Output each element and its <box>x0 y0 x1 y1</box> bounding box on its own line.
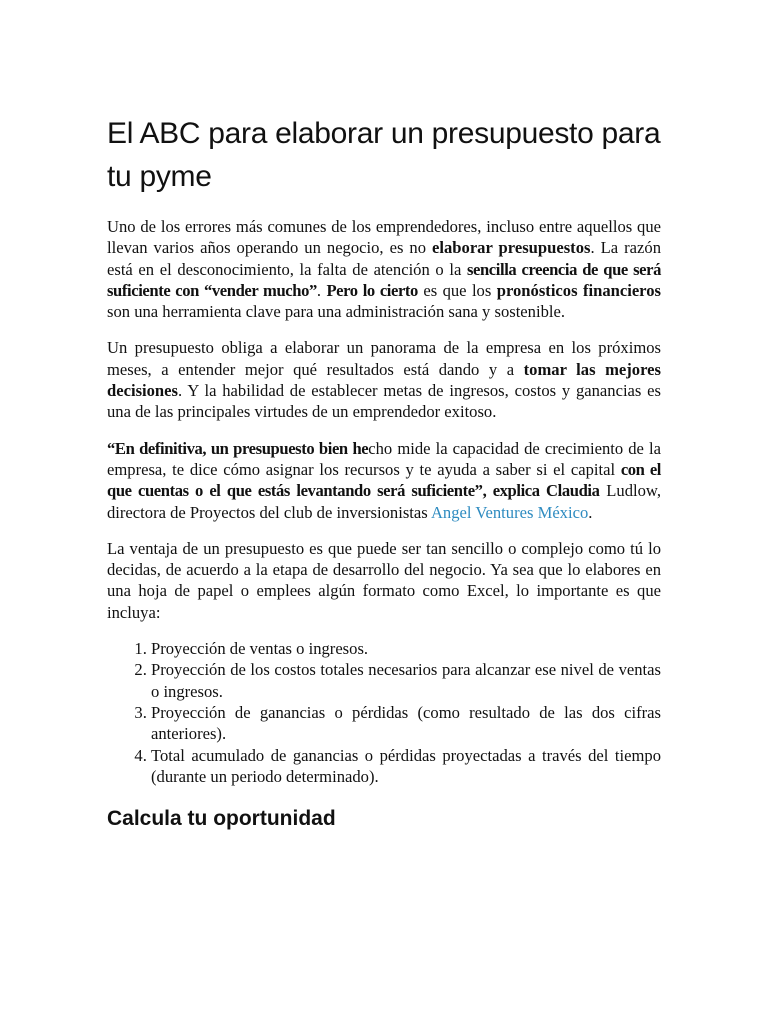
p2-bold-decisiones: tomar las mejores decisiones <box>107 359 661 401</box>
p1-text-1: Uno de los errores más comunes de los emprendedores, incluso entre aquellos que llevan varios años operando un negocio, es no <box>107 217 661 258</box>
paragraph-ventaja: La ventaja de un presupuesto es que puede ser tan sencillo o complejo como tú lo decidas, de acuerdo a la etapa de desarrollo del negocio. Ya sea que lo elabores en una hoja de papel o emplees algún formato como Excel, lo importante es que incluya: <box>107 538 661 622</box>
requirements-list <box>107 638 661 787</box>
p1-bold-pronosticos: pronósticos financieros <box>496 280 662 300</box>
paragraph-intro <box>107 216 661 322</box>
p1-text-5: son una herramienta clave para una administración sana y sostenible. <box>107 302 566 322</box>
p3-text-3: . <box>588 502 593 522</box>
p3-bold-quote-end: con el que cuentas o el que estás levantando será suficiente”, explica Claudia <box>107 459 661 501</box>
section-heading: Calcula tu oportunidad <box>107 807 336 831</box>
paragraph-presupuesto <box>107 337 661 422</box>
page-title: El ABC para elaborar un presupuesto para tu pyme <box>107 117 661 193</box>
document-page <box>107 112 661 833</box>
p1-bold-creencia: sencilla creencia de que será suficiente con “vender mucho” <box>107 259 661 300</box>
list-item: 2. Proyección de los costos totales necesarios para alcanzar ese nivel de ventas o ingresos. <box>151 659 661 702</box>
p2-text-2: . Y la habilidad de establecer metas de ingresos, costos y ganancias es una de las principales virtudes de un emprendedor exitoso. <box>107 381 661 422</box>
p3-text-1: cho mide la capacidad de crecimiento de la empresa, te dice cómo asignar los recursos y te ayuda a saber si el capital <box>107 438 661 479</box>
list-item: 4. Total acumulado de ganancias o pérdidas proyectadas a través del tiempo (durante un periodo determinado). <box>151 745 661 788</box>
p2-text-1: Un presupuesto obliga a elaborar un panorama de la empresa en los próximos meses, a entender mejor qué resultados está dando y a <box>107 338 661 379</box>
p1-text-3: . <box>316 280 327 300</box>
p1-text-2: . La razón está en el desconocimiento, la falta de atención o la <box>107 238 661 279</box>
p3-bold-quote-start: “En definitiva, un presupuesto bien he <box>107 438 369 458</box>
p1-text-4: es que los <box>417 280 497 300</box>
p3-text-2: Ludlow, directora de Proyectos del club de inversionistas <box>107 481 661 522</box>
p1-bold-cierto: Pero lo cierto <box>326 280 418 300</box>
paragraph-quote <box>107 438 661 523</box>
list-item: 1. Proyección de ventas o ingresos. <box>151 638 661 659</box>
list-item: 3. Proyección de ganancias o pérdidas (como resultado de las dos cifras anteriores). <box>151 702 661 745</box>
p1-bold-elaborar: elaborar presupuestos <box>432 238 591 258</box>
angel-ventures-link[interactable]: Angel Ventures México <box>430 502 589 522</box>
